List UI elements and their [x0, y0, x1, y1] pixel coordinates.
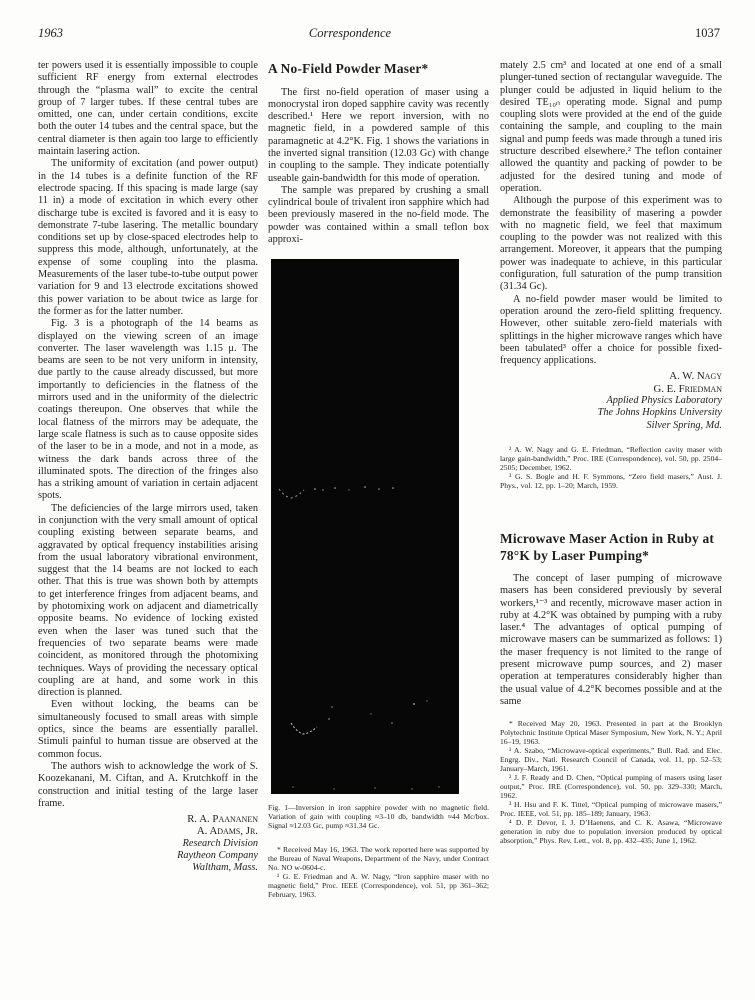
signature-name: A. W. Nagy [669, 370, 722, 383]
article-title-ruby-maser: Microwave Maser Action in Ruby at 78°K by Laser Pumping* [500, 530, 715, 563]
paragraph: Although the purpose of this experiment was to demonstrate the feasibility of masering a powder with no magnetic field, we feel that maximum coupling to the powder was not realized with this arrangement. Moreover, it appears that the pumping power was inadequate to achieve, in this particular configuration, full saturation of the pump transition (31.34 Gc). [500, 195, 722, 293]
paragraph: Fig. 3 is a photograph of the 14 beams as displayed on the viewing screen of an image converter. The laser wavelength was 1.15 μ. The beams are seen to be not very uniform in intensity, due partly to the cause already discussed, but more importantly to deficiencies in the flatness of the mirrors used and in the uniformity of the dielectric coatings thereupon. One observes that while the local flatness of the mirrors may be adequate, the large scale flatness is such as to cause opposite sides of the laser to be in a mode, and not in a mode, as witness the dark bands across three of the illuminated spots. The direction of the fringes also has a striking amount of variation in certain adjacent spots. [38, 318, 258, 502]
signature-name: G. E. Friedman [653, 382, 722, 395]
figure-1-oscilloscope-photo [271, 259, 459, 794]
column-middle [268, 60, 489, 899]
signature-affiliation: Applied Physics Laboratory [606, 395, 722, 407]
signature-block [38, 813, 258, 874]
footnote: * Received May 16, 1963. The work reported here was supported by the Bureau of Naval Weapons, Department of the Navy, under Contract No. NO w-0604-c. [268, 845, 489, 873]
footnote: ¹ A. Szabo, “Microwave-optical experiments,” Bull. Rad. and Elec. Engrg. Div., Natl. Research Council of Canada, vol. 11, pp. 52–53; January–March, 1961. [500, 746, 722, 774]
paragraph: The first no-field operation of maser using a monocrystal iron doped sapphire cavity was recently described.¹ Here we report inversion, with no magnetic field, in a powdered sample of this paramagnetic at 4.2°K. Fig. 1 shows the variations in the inverted signal transition (12.03 Gc) with change in coupling to the sample. They indicate potentially useable gain-bandwidth for this mode of operation. [268, 86, 489, 184]
footnotes-ruby-maser [500, 719, 722, 845]
footnote: * Received May 20, 1963. Presented in part at the Brooklyn Polytechnic Institute Optical Maser Symposium, New York, N. Y.; April 16–19, 1963. [500, 719, 722, 747]
signature-affiliation: Research Division [182, 837, 258, 849]
signature-affiliation: Silver Spring, Md. [646, 419, 722, 431]
figure-1-caption: Fig. 1—Inversion in iron sapphire powder with no magnetic field. Variation of gain with coupling ≈3–10 db, bandwidth ≈44 Mc/box. Signal ≈12.03 Gc, pump ≈31.34 Gc. [268, 803, 489, 831]
figure-1-trace-marks [271, 259, 459, 794]
header-journal-section: Correspondence [308, 26, 392, 40]
header-year: 1963 [38, 26, 63, 40]
footnote: ² J. F. Ready and D. Chen, “Optical pumping of masers using laser output,” Proc. IRE (Correspondence), vol. 50, pp. 329–330; March, 1962. [500, 773, 722, 801]
header-page-number: 1037 [695, 26, 720, 40]
paragraph: The authors wish to acknowledge the work of S. Koozekanani, M. Ciftan, and A. Krutchkoff in the construction and initial testing of the large laser frame. [38, 760, 258, 809]
article-title-powder-maser: A No-Field Powder Maser* [268, 61, 429, 76]
paragraph: Even without locking, the beams can be simultaneously focused to small areas with simple optics, since the beams are essentially parallel. Stimuli painful to human tissue are observed at the common focus. [38, 699, 258, 760]
footnote: ³ H. Hsu and F. K. Tittel, “Optical pumping of microwave masers,” Proc. IEEE, vol. 51, pp. 185–189; January, 1963. [500, 800, 722, 819]
footnotes-powder-maser [268, 845, 489, 899]
paragraph: The sample was prepared by crushing a small cylindrical boule of trivalent iron sapphire which had been previously masered in the no-field mode. The powder was contained within a small teflon box approxi- [268, 184, 489, 246]
footnote: ⁴ D. P. Devor, I. J. D’Haenens, and C. K. Asawa, “Microwave generation in ruby due to population inversion produced by optical absorption,” Phys. Rev. Lett., vol. 8, pp. 432–435; June 1, 1962. [500, 818, 722, 846]
signature-block [500, 370, 722, 431]
paragraph: mately 2.5 cm³ and located at one end of a small plunger-tuned section of rectangular waveguide. The plunger could be adjusted in liquid helium to the desired TE₁₀ₙ operating mode. Signal and pump coupling slots were provided at the end of the guide containing the sample, and coupling to the main signal and pump feeds was made through a tuned iris structure described elsewhere.² The teflon container allowed the quantity and packing of powder to be adjusted for the desired tuning and mode of operation. [500, 60, 722, 194]
signature-affiliation: Waltham, Mass. [192, 862, 258, 874]
footnote: ² A. W. Nagy and G. E. Friedman, “Reflection cavity maser with large gain-bandwidth,” Proc. IRE (Correspondence), vol. 50, pp. 2504–2505; December, 1962. [500, 444, 722, 472]
paragraph: The concept of laser pumping of microwave masers has been considered previously by several workers,¹⁻³ and recently, microwave maser action in ruby at 4.2°K was obtained by pumping with a ruby laser.⁴ The advantages of optical pumping of microwave masers can be summarized as follows: 1) the maser frequency is not limited to the range of present microwave pump sources, and 2) maser operation at temperatures considerably higher than the usual value of 4.2°K becomes possible and at the same [500, 572, 722, 707]
signature-affiliation: Raytheon Company [177, 850, 258, 861]
signature-name: A. Adams, Jr. [196, 825, 258, 838]
signature-affiliation: The Johns Hopkins University [597, 407, 722, 419]
paragraph: A no-field powder maser would be limited to operation around the zero-field splitting frequency. However, other suitable zero-field materials with splittings in the higher microwave ranges which have been tabulated³ offer a choice for possible fixed-frequency applications. [500, 293, 722, 367]
signature-name: R. A. Paananen [187, 813, 258, 826]
column-left [38, 60, 258, 875]
paragraph: The deficiencies of the large mirrors used, taken in conjunction with the very small amount of optical coupling existing between separate beams, and aggravated by optical frequency instabilities arising from the usual laboratory vibrational environment, suggest that the 14 beams are not locked to each other. That this is true was shown both by attempts to get interference fringes from adjacent beams, and by photomixing work on adjacent and diametrically opposite beams. No evidence of locking existed even when the laser was tuned such that the frequencies of two separate beams were made coincident, as monitored through the photomixing techniques. Ways of providing the necessary optical coupling are at hand, and some work in this direction is planned. [38, 502, 258, 699]
paragraph: The uniformity of excitation (and power output) in the 14 tubes is a definite function of the RF electrode spacing. If this spacing is made large (say 11 in) a mode of excitation in which every other discharge tube is excited is favored and it is easy to demonstrate 7-tube lasering. The metallic boundary conditions set up by close-spaced electrodes help to suppress this mode, although, unfortunately, at the expense of some coupling into the plasma. Measurements of the laser tube-to-tube output power variation for 9 and 13 electrode excitations showed this power variation to be about twice as large for the former as for the latter number. [38, 158, 258, 317]
footnote: ³ G. S. Bogle and H. F. Symmons, “Zero field masers,” Aust. J. Phys., vol. 12, pp. 1–20; March, 1959. [500, 471, 722, 490]
footnote: ¹ G. E. Friedman and A. W. Nagy, “Iron sapphire maser with no magnetic field,” Proc. IEEE (Correspondence), vol. 51, pp 361–362; February, 1963. [268, 872, 489, 900]
references-powder-maser [500, 445, 722, 490]
column-right [500, 60, 722, 845]
paragraph: ter powers used it is essentially impossible to couple sufficient RF energy from external electrodes through the “plasma wall” to excite the central group of 7 larger tubes. If these central tubes are omitted, one can, under certain conditions, excite both the outer 14 tubes and the central space, but the central diameter is then again too large to efficiently maintain lasering action. [38, 60, 258, 158]
